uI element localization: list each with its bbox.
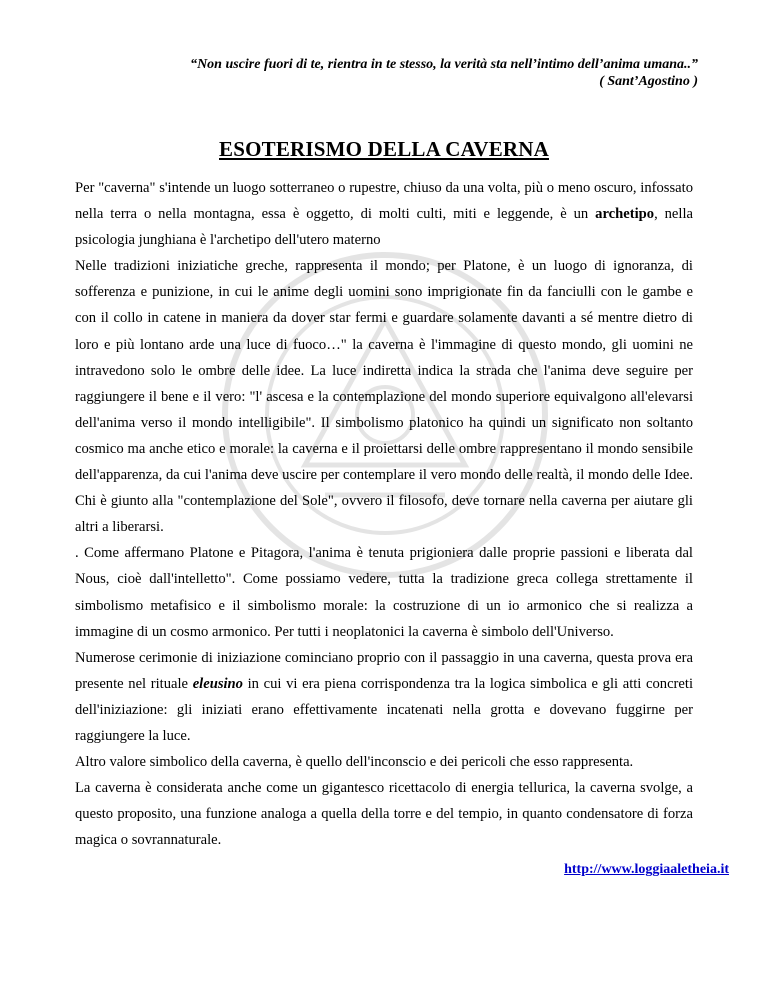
epigraph-quote xyxy=(78,56,698,90)
page-title: ESOTERISMO DELLA CAVERNA xyxy=(219,137,549,161)
archetipo-term: archetipo xyxy=(595,206,655,223)
website-link[interactable]: http://www.loggiaaletheia.it xyxy=(564,862,729,877)
quote-author: ( Sant’Agostino ) xyxy=(599,74,698,89)
paragraph-2: Nelle tradizioni iniziatiche greche, rappresenta il mondo; per Platone, è un luogo di ignoranza, di sofferenza e punizione, in cui le anime degli uomini sono imprigionate fin da fanciulli con le gambe e con il collo in catene in maniera da dover star fermi e guardare solamente davanti a sé mentre dietro di loro e più lontano arde una luce di fuoco…" la caverna è l'immagine di questo mondo, gli uomini ne intravedono solo le ombre delle idee. La luce indiretta indica la strada che l'anima deve seguire per raggiungere il bene e il vero: "l' ascesa e la contemplazione del mondo superiore equivalgono all'elevarsi dell'anima verso il mondo intelligibile". Il simbolismo platonico ha quindi un significato non soltanto cosmico ma anche etico e morale: la caverna e il proiettarsi delle ombre rappresentano il mondo sensibile dell'apparenza, da cui l'anima deve uscire per contemplare il vero mondo delle realtà, il mondo delle Idee. Chi è giunto alla "contemplazione del Sole", ovvero il filosofo, deve tornare nella caverna per aiutare gli altri a liberarsi. xyxy=(75,258,693,536)
paragraph-6: La caverna è considerata anche come un gigantesco ricettacolo di energia tellurica, la caverna svolge, a questo proposito, una funzione analoga a quella della torre e del tempio, in quanto condensatore di forza magica o sovrannaturale. xyxy=(75,780,693,849)
article-body xyxy=(75,175,693,853)
eleusino-term: eleusino xyxy=(192,675,243,692)
paragraph-3: . Come affermano Platone e Pitagora, l'anima è tenuta prigioniera dalle proprie passioni e liberata dal Nous, cioè dall'intelletto". Come possiamo vedere, tutta la tradizione greca collega strettamente il simbolismo metafisico e il simbolismo morale: la costruzione di un io armonico che si realizza a immagine di un cosmo armonico. Per tutti i neoplatonici la caverna è simbolo dell'Universo. xyxy=(75,545,693,640)
paragraph-4: Numerose cerimonie di iniziazione cominciano proprio con il passaggio in una caverna, questa prova era presente nel rituale eleusino in cui vi era piena corrispondenza tra la logica simbolica e gli atti concreti dell'iniziazione: gli iniziati erano effettivamente incatenati nella grotta e dovevano fuggirne per raggiungere la luce. xyxy=(75,649,693,744)
paragraph-5: Altro valore simbolico della caverna, è quello dell'inconscio e dei pericoli che esso rappresenta. xyxy=(75,754,634,771)
quote-text: “Non uscire fuori di te, rientra in te stesso, la verità sta nell’intimo dell’anima umana..” xyxy=(190,57,698,72)
paragraph-1: Per "caverna" s'intende un luogo sotterraneo o rupestre, chiuso da una volta, più o meno oscuro, infossato nella terra o nella montagna, essa è oggetto, di molti culti, miti e leggende, è un archetipo, nella psicologia junghiana è l'archetipo dell'utero materno xyxy=(75,180,693,249)
